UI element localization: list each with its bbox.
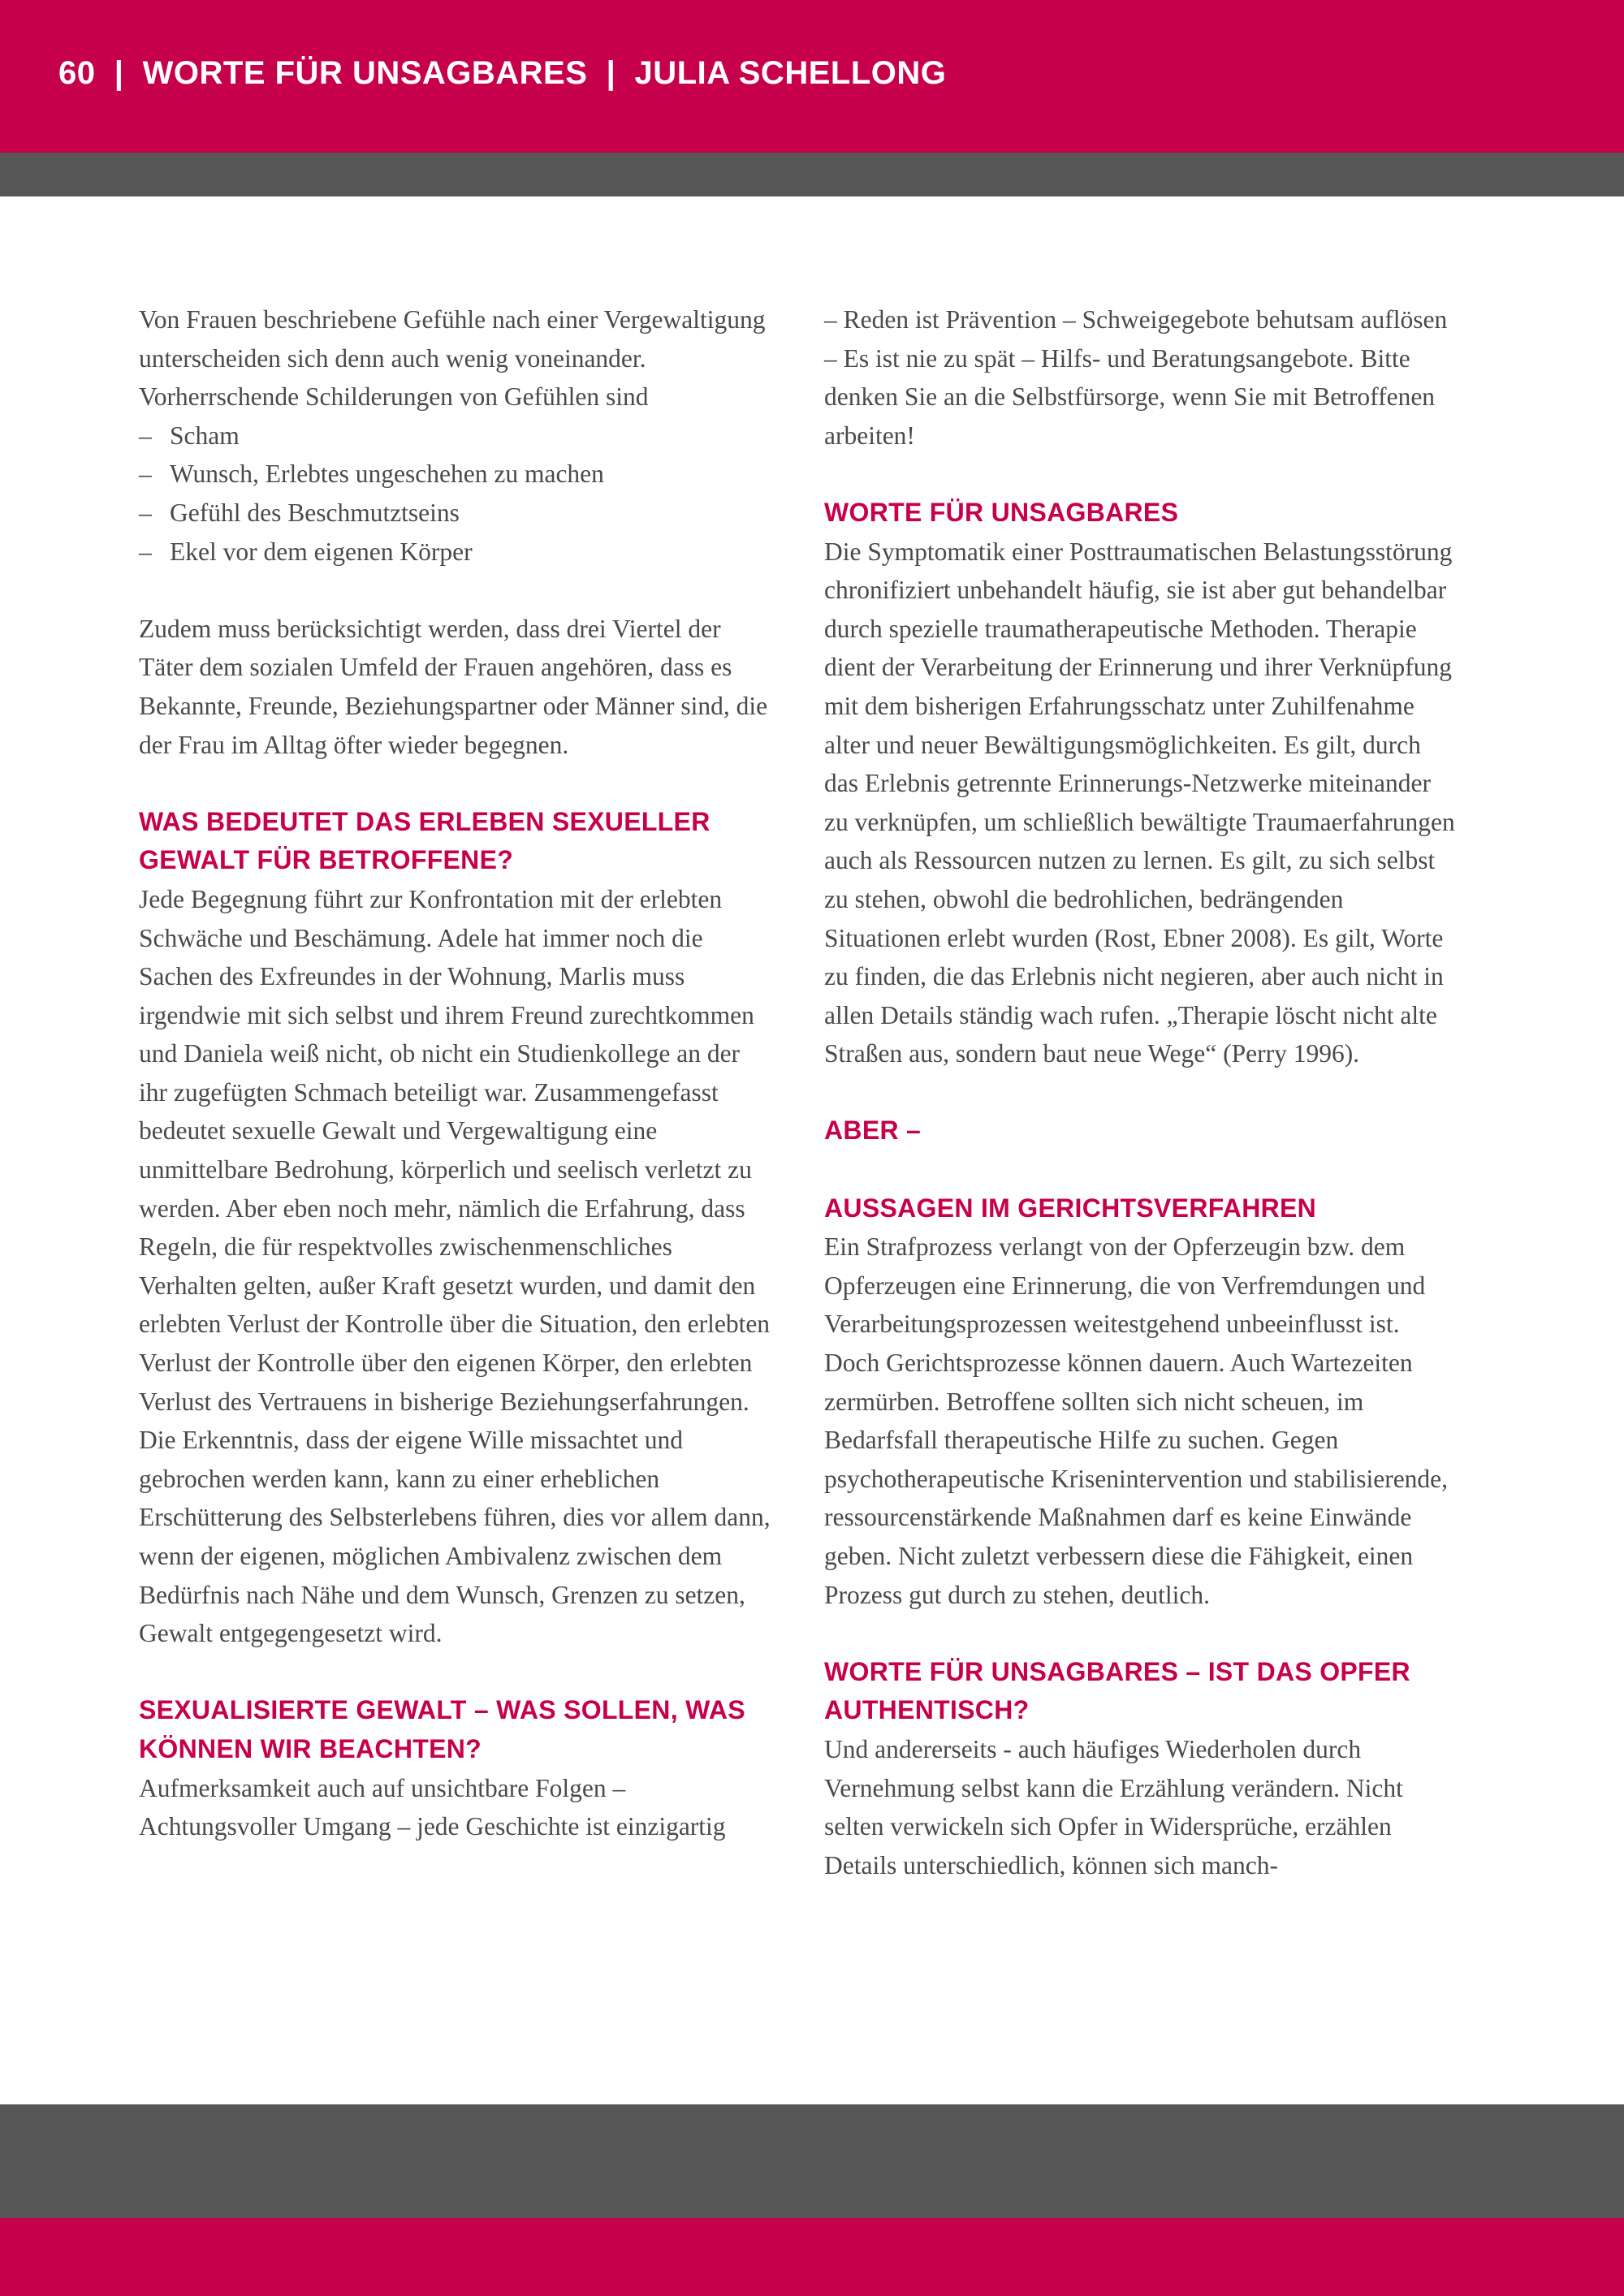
dash-marker: – — [139, 421, 152, 450]
list-item — [139, 416, 771, 455]
footer-gray-stripe — [0, 2104, 1624, 2218]
list-item — [139, 494, 771, 533]
list-item — [139, 455, 771, 494]
heading-but: ABER – — [824, 1116, 922, 1146]
perpetrators-paragraph: Zudem muss berücksichtigt werden, dass drei Viertel der Täter dem sozialen Umfeld der Frauen angehören, dass es Bekannte, Freunde, Beziehungspartner oder Männer sind, die der Frau im Alltag öfter wieder begegnen. — [139, 614, 768, 759]
dash-marker: – — [139, 498, 152, 527]
dash-marker: – — [139, 537, 152, 566]
header-gray-stripe — [0, 153, 1624, 196]
list-item — [139, 533, 771, 572]
list-item-text: Ekel vor dem eigenen Körper — [170, 537, 473, 566]
authentic-paragraph: Und andererseits - auch häufiges Wiederholen durch Vernehmung selbst kann die Erzählung verändern. Nicht selten verwickeln sich Opfer in Widersprüche, erzählen Details unterschiedlich, können sich manch- — [824, 1734, 1403, 1880]
running-header: 60 | WORTE FÜR UNSAGBARES | JULIA SCHELLONG — [58, 55, 947, 91]
list-item-text: Gefühl des Beschmutztseins — [170, 498, 460, 527]
intro-paragraph: Von Frauen beschriebene Gefühle nach einer Vergewaltigung unterscheiden sich denn auch wenig voneinander. Vorherrschende Schilderungen von Gefühlen sind — [139, 305, 766, 412]
heading-meaning: WAS BEDEUTET DAS ERLEBEN SEXUELLER GEWALT FÜR BETROFFENE? — [139, 806, 710, 875]
heading-attention: SEXUALISIERTE GEWALT – WAS SOLLEN, WAS KÖNNEN WIR BEACHTEN? — [139, 1695, 745, 1763]
heading-words: WORTE FÜR UNSAGBARES — [824, 497, 1179, 527]
dash-marker: – — [139, 460, 152, 489]
attention-paragraph: Aufmerksamkeit auch auf unsichtbare Folgen – Achtungsvoller Umgang – jede Geschichte ist einzigartig — [139, 1773, 726, 1841]
meaning-paragraph: Jede Begegnung führt zur Konfrontation mit der erlebten Schwäche und Beschämung. Adele hat immer noch die Sachen des Exfreundes in der Wohnung, Marlis muss irgendwie mit sich selbst und ihrem Freund zurechtkommen und Daniela weiß nicht, ob nicht ein Studienkollege an der ihr zugefügten Schmach beteiligt war. Zusammengefasst bedeutet sexuelle Gewalt und Vergewaltigung eine unmittelbare Bedrohung, körperlich und seelisch verletzt zu werden. Aber eben noch mehr, nämlich die Erfahrung, dass Regeln, die für respektvolles zwischenmenschliches Verhalten gelten, außer Kraft gesetzt wurden, und damit den erlebten Verlust der Kontrolle über die Situation, den erlebten Verlust der Kontrolle über den eigenen Körper, den erlebten Verlust des Vertrauens in bisherige Beziehungserfahrungen. Die Erkenntnis, dass der eigene Wille missachtet und gebrochen werden kann, kann zu einer erheblichen Erschütterung des Selbsterlebens führen, dies vor allem dann, wenn der eigenen, möglichen Ambivalenz zwischen dem Bedürfnis nach Nähe und dem Wunsch, Grenzen zu setzen, Gewalt entgegengesetzt wird. — [139, 884, 771, 1648]
list-item-text: Scham — [170, 421, 240, 450]
heading-court: AUSSAGEN IM GERICHTSVERFAHREN — [824, 1193, 1317, 1223]
footer-band — [0, 2218, 1624, 2296]
heading-authentic: WORTE FÜR UNSAGBARES – IST DAS OPFER AUTHENTISCH? — [824, 1656, 1410, 1725]
header-band — [0, 0, 1624, 153]
court-paragraph: Ein Strafprozess verlangt von der Opferzeugin bzw. dem Opferzeugen eine Erinnerung, die von Verfremdungen und Verarbeitungsprozessen weitestgehend unbeeinflusst ist. Doch Gerichtsprozesse können dauern. Auch Wartezeiten zermürben. Betroffene sollten sich nicht scheuen, im Bedarfsfall therapeutische Hilfe zu suchen. Gegen psychotherapeutische Krisenintervention und stabilisierende, ressourcenstärkende Maßnahmen darf es keine Einwände geben. Nicht zuletzt verbessern diese die Fähigkeit, einen Prozess gut durch zu stehen, deutlich. — [824, 1232, 1449, 1609]
left-column — [139, 300, 771, 1846]
list-item-text: Wunsch, Erlebtes ungeschehen zu machen — [170, 460, 604, 489]
right-column — [824, 300, 1456, 1884]
words-paragraph: Die Symptomatik einer Posttraumatischen Belastungsstörung chronifiziert unbehandelt häufig, sie ist aber gut behandelbar durch spezielle traumatherapeutische Methoden. Therapie dient der Verarbeitung der Erinnerung und ihrer Verknüpfung mit dem bisherigen Erfahrungsschatz unter Zuhilfenahme alter und neuer Bewältigungsmöglichkeiten. Es gilt, durch das Erlebnis getrennte Erinnerungs-Netzwerke miteinander zu verknüpfen, um schließlich bewältigte Traumaerfahrungen auch als Ressourcen nutzen zu lernen. Es gilt, zu sich selbst zu stehen, obwohl die bedrohlichen, bedrängenden Situationen erlebt wurden (Rost, Ebner 2008). Es gilt, Worte zu finden, die das Erlebnis nicht negieren, aber auch nicht in allen Details ständig wach rufen. „Therapie löscht nicht alte Straßen aus, sondern baut neue Wege“ (Perry 1996). — [824, 537, 1455, 1068]
feelings-list — [139, 416, 771, 571]
attention-continued-paragraph: – Reden ist Prävention – Schweigegebote behutsam auflösen – Es ist nie zu spät – Hilfs- und Beratungsangebote. Bitte denken Sie an die Selbstfürsorge, wenn Sie mit Betroffenen arbeiten! — [824, 305, 1448, 450]
